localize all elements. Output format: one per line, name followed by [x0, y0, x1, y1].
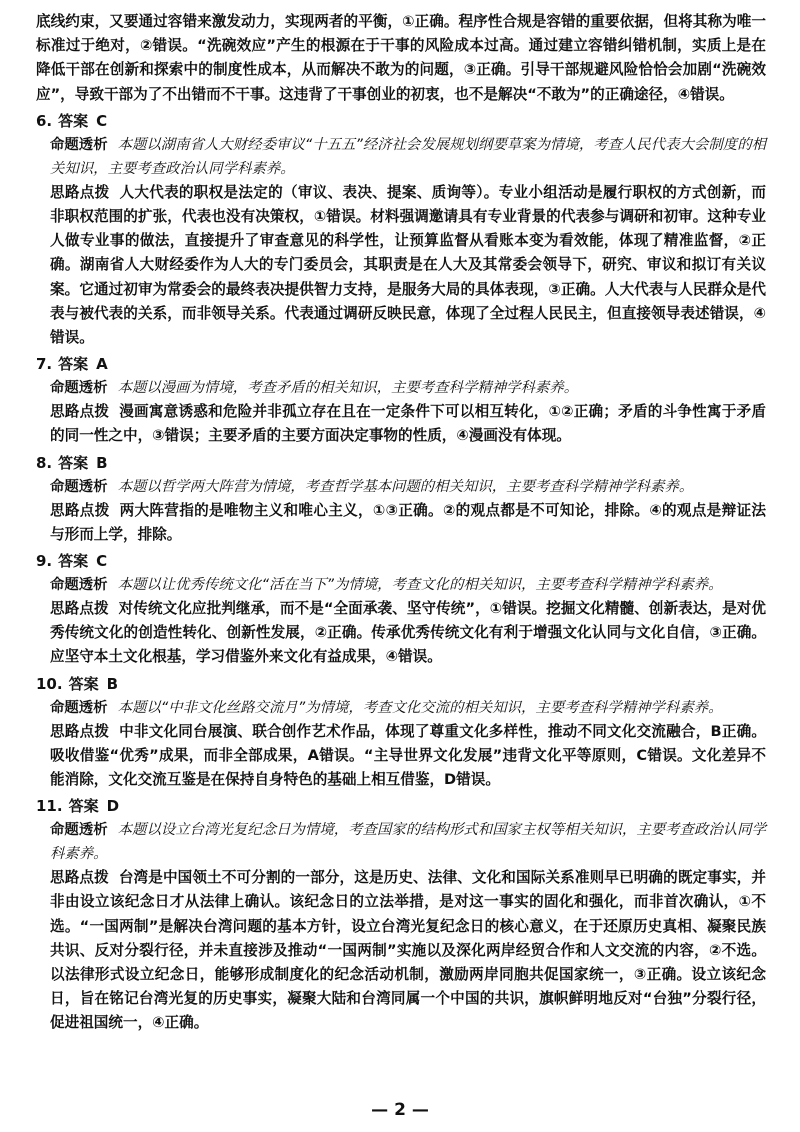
answer-line [36, 109, 766, 133]
question-block [36, 109, 766, 350]
intro-text: 本题以哲学两大阵营为情境，考查哲学基本问题的相关知识，主要考查科学精神学科素养。 [117, 478, 694, 495]
intro-paragraph [36, 376, 766, 400]
answer-label: 答案 [58, 453, 89, 472]
answer-letter: B [106, 674, 119, 693]
page-number: — 2 — [371, 1100, 429, 1120]
analysis-text: 两大阵营指的是唯物主义和唯心主义，①③正确。②的观点都是不可知论，排除。④的观点是辩证法与形而上学，排除。 [50, 501, 766, 543]
analysis-text: 台湾是中国领土不可分割的一部分，这是历史、法律、文化和国际关系准则早已明确的既定事实，并非由设立该纪念日才从法律上确认。该纪念日的立法举措，是对这一事实的固化和强化，而非首次确认，①不选。“一国两制”是解决台湾问题的基本方针，设立台湾光复纪念日的核心意义，在于还原历史真相、凝聚民族共识、反对分裂行径，并未直接涉及推动“一国两制”实施以及深化两岸经贸合作和人文交流的内容，②不选。以法律形式设立纪念日，能够形成制度化的纪念活动机制，激励两岸同胞共促国家统一，③正确。设立该纪念日，旨在铭记台湾光复的历史事实，凝聚大陆和台湾同属一个中国的共识，旗帜鲜明地反对“台独”分裂行径，促进祖国统一，④正确。 [50, 869, 766, 1032]
intro-paragraph [36, 696, 766, 720]
intro-text: 本题以“中非文化丝路交流月”为情境，考查文化交流的相关知识，主要考查科学精神学科素养。 [117, 699, 723, 716]
analysis-paragraph [36, 597, 766, 670]
question-number: 10. [36, 674, 63, 693]
answer-letter: B [96, 453, 108, 472]
answer-label: 答案 [68, 674, 99, 693]
answer-label: 答案 [58, 552, 89, 571]
intro-paragraph [36, 573, 766, 597]
intro-text: 本题以设立台湾光复纪念日为情境，考查国家的结构形式和国家主权等相关知识，主要考查政治认同学科素养。 [50, 822, 766, 863]
question-block [36, 352, 766, 448]
intro-text: 本题以漫画为情境，考查矛盾的相关知识，主要考查科学精神学科素养。 [117, 380, 579, 397]
analysis-label: 思路点拨 [50, 501, 110, 519]
answer-label: 答案 [68, 797, 99, 816]
analysis-label: 思路点拨 [50, 722, 110, 740]
questions-list [36, 109, 766, 1036]
intro-text: 本题以湖南省人大财经委审议“十五五”经济社会发展规划纲要草案为情境，考查人民代表大会制度的相关知识，主要考查政治认同学科素养。 [50, 136, 766, 177]
intro-label: 命题透析 [50, 478, 108, 495]
intro-paragraph [36, 818, 766, 866]
question-block [36, 672, 766, 793]
analysis-label: 思路点拨 [50, 183, 110, 201]
analysis-paragraph [36, 499, 766, 547]
intro-paragraph [36, 475, 766, 499]
question-block [36, 451, 766, 547]
answer-line [36, 549, 766, 573]
answer-letter: C [96, 552, 108, 571]
question-block [36, 794, 766, 1035]
analysis-paragraph [36, 866, 766, 1035]
answer-line [36, 672, 766, 696]
intro-label: 命题透析 [50, 577, 108, 594]
intro-label: 命题透析 [50, 380, 108, 397]
intro-label: 命题透析 [50, 136, 108, 153]
analysis-paragraph [36, 181, 766, 350]
question-number: 7. [36, 355, 53, 374]
analysis-paragraph [36, 720, 766, 793]
intro-label: 命题透析 [50, 822, 108, 839]
analysis-paragraph [36, 400, 766, 448]
answer-line [36, 352, 766, 376]
analysis-text: 对传统文化应批判继承，而不是“全面承袭、坚守传统”，①错误。挖掘文化精髓、创新表达，是对优秀传统文化的创造性转化、创新性发展，②正确。传承优秀传统文化有利于增强文化认同与文化自信，③正确。应坚守本土文化根基，学习借鉴外来文化有益成果，④错误。 [50, 600, 766, 666]
analysis-text: 人大代表的职权是法定的（审议、表决、提案、质询等）。专业小组活动是履行职权的方式创新，而非职权范围的扩张，代表也没有决策权，①错误。材料强调邀请具有专业背景的代表参与调研和初审。这种专业人做专业事的做法，直接提升了审查意见的科学性，让预算监督从看账本变为看效能，体现了精准监督，②正确。湖南省人大财经委作为人大的专门委员会，其职责是在人大及其常委会领导下，研究、审议和拟订有关议案。它通过初审为常委会的最终表决提供智力支持，是服务大局的具体表现，③正确。人大代表与人民群众是代表与被代表的关系，而非领导关系。代表通过调研反映民意，体现了全过程人民民主，但直接领导表述错误，④错误。 [50, 183, 766, 347]
answer-label: 答案 [58, 355, 89, 374]
answer-letter: A [96, 355, 108, 374]
answer-line [36, 451, 766, 475]
intro-label: 命题透析 [50, 699, 108, 716]
analysis-label: 思路点拨 [50, 403, 110, 421]
analysis-label: 思路点拨 [50, 600, 109, 618]
analysis-text: 中非文化同台展演、联合创作艺术作品，体现了尊重文化多样性，推动不同文化交流融合，B正确。吸收借鉴“优秀”成果，而非全部成果，A错误。“主导世界文化发展”违背文化平等原则，C错误。文化差异不能消除，文化交流互鉴是在保持自身特色的基础上相互借鉴，D错误。 [50, 722, 766, 789]
question-number: 11. [36, 797, 63, 816]
question-number: 6. [36, 111, 53, 130]
answer-letter: C [96, 111, 108, 130]
question-number: 9. [36, 552, 53, 571]
question-block [36, 549, 766, 670]
answer-line [36, 794, 766, 818]
continuation-paragraph: 底线约束，又要通过容错来激发动力，实现两者的平衡，①正确。程序性合规是容错的重要依据，但将其称为唯一标准过于绝对，②错误。“洗碗效应”产生的根源在于干事的风险成本过高。通过建立容错纠错机制，实质上是在降低干部在创新和探索中的制度性成本，从而解决不敢为的问题，③正确。引导干部规避风险恰恰会加剧“洗碗效应”，导致干部为了不出错而不干事。这违背了干事创业的初衷，也不是解决“不敢为”的正确途径，④错误。 [36, 13, 766, 103]
intro-text: 本题以让优秀传统文化“活在当下”为情境，考查文化的相关知识，主要考查科学精神学科素养。 [117, 577, 723, 594]
intro-paragraph [36, 133, 766, 181]
answer-label: 答案 [58, 111, 89, 130]
analysis-label: 思路点拨 [50, 869, 109, 887]
analysis-text: 漫画寓意诱惑和危险并非孤立存在且在一定条件下可以相互转化，①②正确；矛盾的斗争性寓于矛盾的同一性之中，③错误；主要矛盾的主要方面决定事物的性质，④漫画没有体现。 [50, 403, 766, 445]
question-number: 8. [36, 453, 53, 472]
answer-letter: D [106, 797, 120, 816]
